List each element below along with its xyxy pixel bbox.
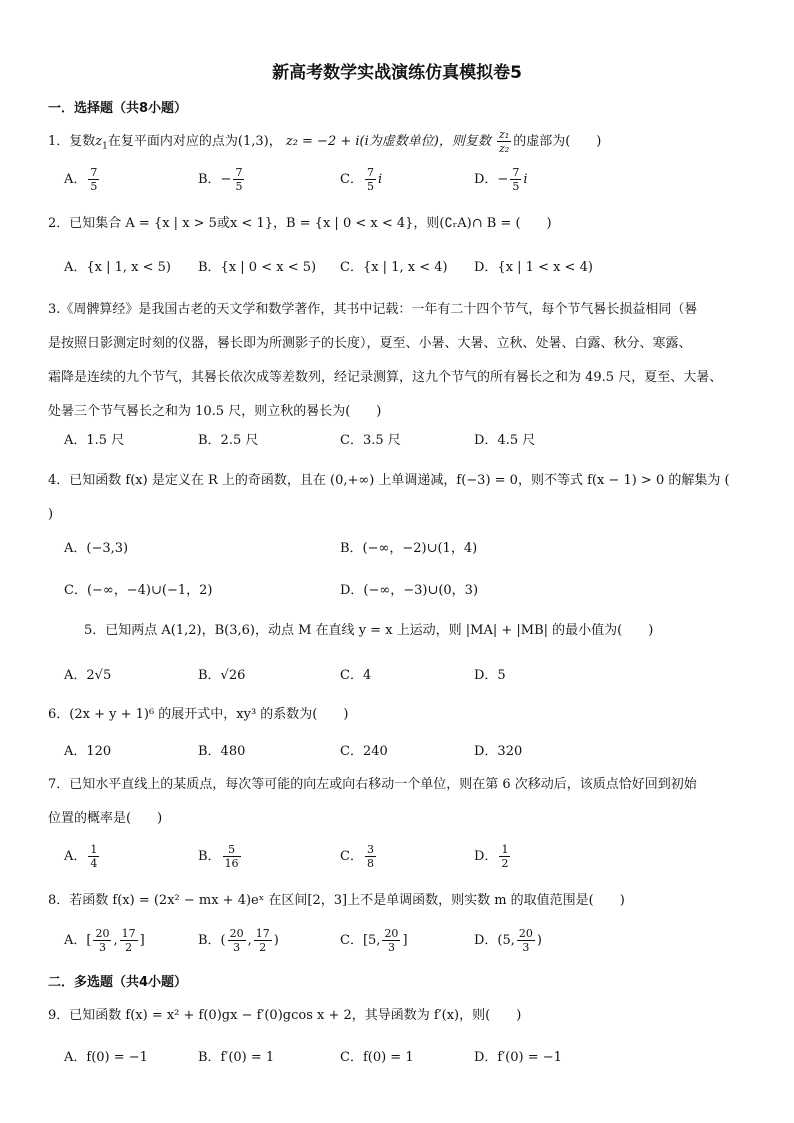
option-b[interactable]: B．(−∞，−2)∪(1，4) bbox=[340, 541, 478, 556]
question-1-options bbox=[64, 166, 754, 196]
option-d[interactable]: D．(−∞，−3)∪(0，3) bbox=[340, 583, 479, 598]
page-title: 新高考数学实战演练仿真模拟卷5 bbox=[272, 63, 522, 83]
option-d[interactable]: D．5 bbox=[474, 668, 506, 683]
option-c[interactable]: C．240 bbox=[340, 744, 388, 759]
option-a[interactable]: A． $\frac{7}{5}$ bbox=[64, 166, 98, 193]
question-6-stem: 6．(2x + y + 1)⁶ 的展开式中，xy³ 的系数为( ) bbox=[48, 707, 349, 722]
question-8-stem: 8．若函数 f(x) = (2x² − mx + 4)eˣ 在区间[2，3]上不是单调函数，则实数 m 的取值范围是( ) bbox=[48, 893, 625, 908]
option-c[interactable]: C．{x | 1, x < 4) bbox=[340, 260, 448, 275]
option-a[interactable]: A． $\frac{1}{4}$ bbox=[64, 843, 98, 870]
section-heading-choice: 一．选择题（共8小题） bbox=[48, 101, 188, 116]
option-c[interactable]: C．4 bbox=[340, 668, 372, 683]
question-6-options bbox=[64, 740, 754, 770]
option-b[interactable]: B． $\frac{5}{16}$ bbox=[198, 843, 239, 870]
option-b[interactable]: B．f′(0) = 1 bbox=[198, 1050, 275, 1065]
question-8-options bbox=[64, 927, 754, 963]
question-7-stem: 7．已知水平直线上的某质点，每次等可能的向左或向右移动一个单位，则在第 6 次移动后，该质点恰好回到初始 位置的概率是( ) bbox=[48, 777, 697, 826]
option-d[interactable]: D．f′(0) = −1 bbox=[474, 1050, 562, 1065]
option-c[interactable]: C． $\frac{7}{5}$ i bbox=[340, 166, 383, 193]
option-a[interactable]: A．{x | 1, x < 5) bbox=[64, 260, 172, 275]
question-3-options bbox=[64, 429, 754, 459]
option-b[interactable]: B．− $\frac{7}{5}$ bbox=[198, 166, 243, 193]
option-b[interactable]: B．√26 bbox=[198, 668, 246, 683]
question-4-options-row2 bbox=[64, 579, 754, 609]
question-2-stem: 2．已知集合 A = {x | x > 5或x < 1}，B = {x | 0 < x < 4}，则(∁ᵣA)∩ B = ( ) bbox=[48, 216, 552, 231]
option-d[interactable]: D．4.5 尺 bbox=[474, 433, 536, 448]
option-a[interactable]: A．2√5 bbox=[64, 668, 112, 683]
option-c[interactable]: C．(−∞，−4)∪(−1，2) bbox=[64, 583, 213, 598]
question-1-stem: 1．复数$z_1$在复平面内对应的点为(1,3)， z₂ = −2 + i(i为虚数单位)，则复数 $\frac{\text{z₁}}{\text{z₂}}$ 的虚部为( ) bbox=[48, 128, 602, 155]
option-a[interactable]: A．1.5 尺 bbox=[64, 433, 125, 448]
option-d[interactable]: D．(5, $\frac{20}{3}$ ) bbox=[474, 927, 542, 954]
option-c[interactable]: C．3.5 尺 bbox=[340, 433, 401, 448]
option-b[interactable]: B．480 bbox=[198, 744, 246, 759]
option-a[interactable]: A．f(0) = −1 bbox=[64, 1050, 148, 1065]
option-b[interactable]: B．( $\frac{20}{3}$ , $\frac{17}{2}$ ) bbox=[198, 927, 279, 954]
option-a[interactable]: A．(−3,3) bbox=[64, 541, 129, 556]
question-4-stem: 4．已知函数 f(x) 是定义在 R 上的奇函数，且在 (0,+∞) 上单调递减，f(−3) = 0，则不等式 f(x − 1) > 0 的解集为 ( ) bbox=[48, 473, 730, 522]
option-d[interactable]: D．320 bbox=[474, 744, 523, 759]
option-c[interactable]: C． $\frac{3}{8}$ bbox=[340, 843, 374, 870]
option-d[interactable]: D．{x | 1 < x < 4) bbox=[474, 260, 593, 275]
question-5-stem: 5．已知两点 A(1,2)，B(3,6)，动点 M 在直线 y = x 上运动，则 |MA| + |MB| 的最小值为( ) bbox=[84, 623, 654, 638]
question-9-stem: 9．已知函数 f(x) = x² + f(0)gx − f′(0)gcos x + 2，其导函数为 f′(x)，则( ) bbox=[48, 1008, 522, 1023]
option-d[interactable]: D．− $\frac{7}{5}$ i bbox=[474, 166, 528, 193]
option-b[interactable]: B．2.5 尺 bbox=[198, 433, 259, 448]
option-b[interactable]: B．{x | 0 < x < 5) bbox=[198, 260, 317, 275]
section-heading-multi: 二．多选题（共4小题） bbox=[48, 975, 188, 990]
question-3-stem: 3.《周髀算经》是我国古老的天文学和数学著作，其书中记载：一年有二十四个节气，每个节气晷长损益相同（晷 是按照日影测定时刻的仪器，晷长即为所测影子的长度），夏至、小暑、大暑、立秋、处暑、白露、秋分、寒露、 霜降是连续的九个节气，其晷长依次成等差数列，经记录测算，这九个节气的所有晷长之和为 49.5 尺，夏至、大暑、 处暑三个节气晷长之和为 10.5 尺，则立秋的晷长为( ) bbox=[48, 302, 723, 419]
fraction: $\frac{\text{z₁}}{\text{z₂}}$ bbox=[498, 128, 510, 155]
question-9-options bbox=[64, 1046, 754, 1076]
question-5-options bbox=[64, 664, 754, 694]
question-4-options-row1 bbox=[64, 537, 754, 567]
option-c[interactable]: C．[5, $\frac{20}{3}$ ] bbox=[340, 927, 408, 954]
option-c[interactable]: C．f(0) = 1 bbox=[340, 1050, 414, 1065]
option-a[interactable]: A．120 bbox=[64, 744, 112, 759]
question-7-options bbox=[64, 843, 754, 879]
option-d[interactable]: D． $\frac{1}{2}$ bbox=[474, 843, 509, 870]
question-2-options bbox=[64, 256, 754, 286]
option-a[interactable]: A．[ $\frac{20}{3}$ , $\frac{17}{2}$ ] bbox=[64, 927, 145, 954]
